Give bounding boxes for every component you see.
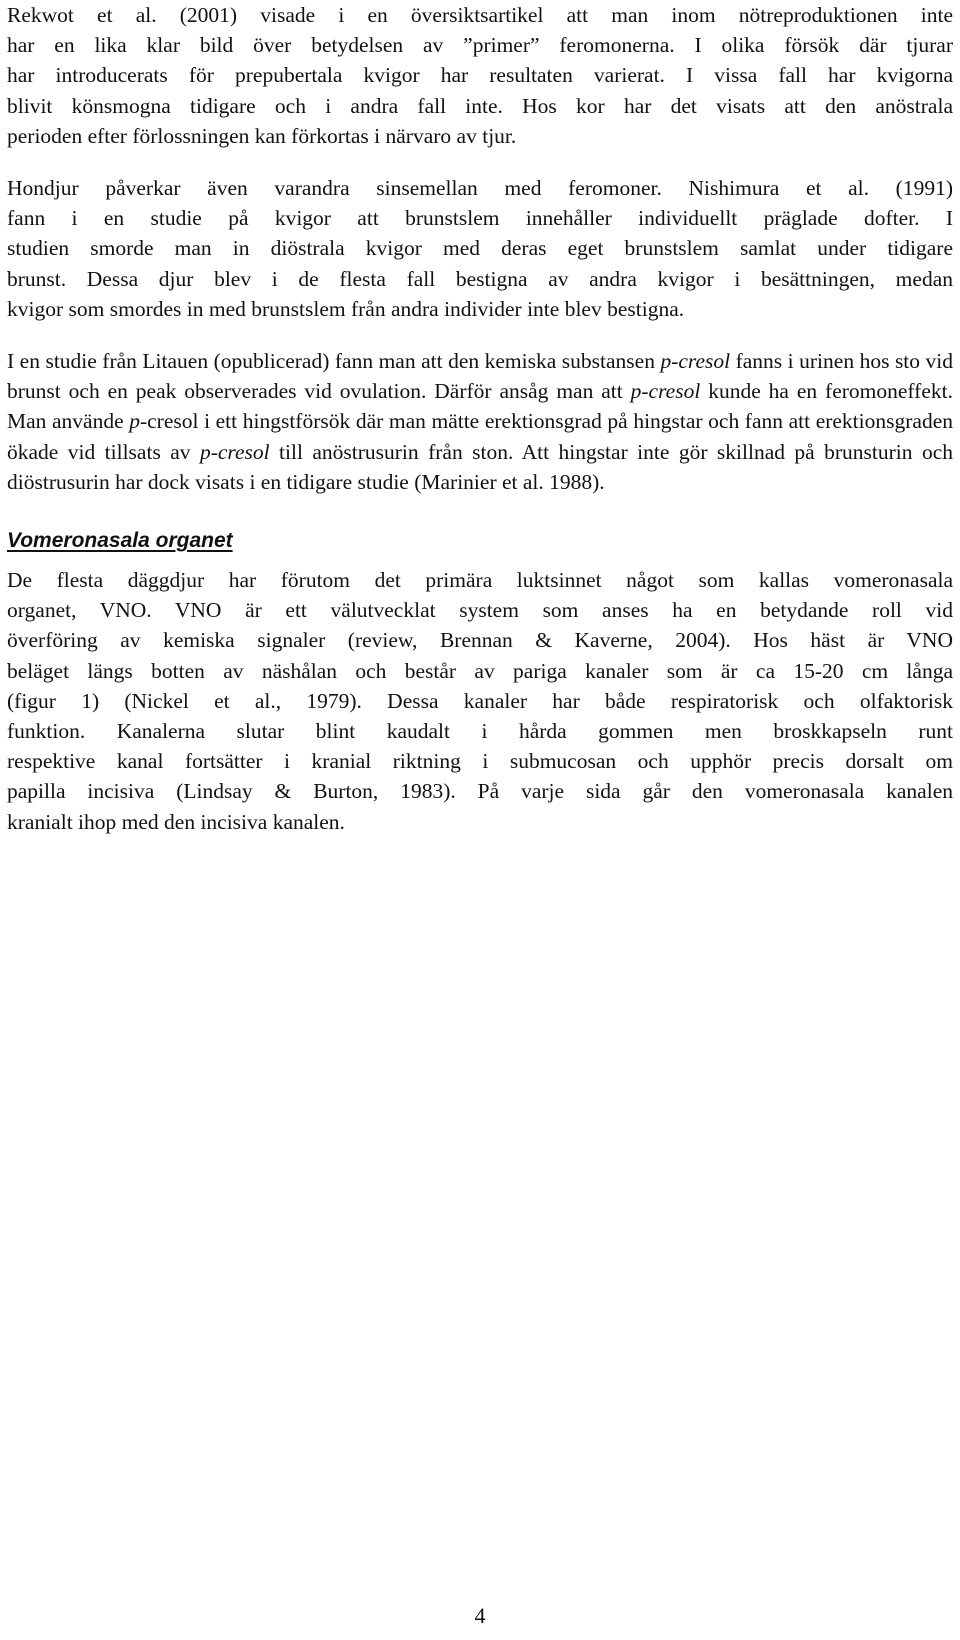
paragraph-rekwot [7,0,953,151]
text-segment: I en studie från Litauen (opublicerad) fann man att den kemiska substansen [7,349,661,374]
text-line: har introducerats för prepubertala kvigor har resultaten varierat. I vissa fall har kvigorna [7,63,953,88]
text-line: brunst. Dessa djur blev i de flesta fall bestigna av andra kvigor i besättningen, medan [7,266,953,291]
text-line: (figur 1) (Nickel et al., 1979). Dessa kanaler har både respiratorisk och olfaktorisk [7,688,953,713]
text-line: Rekwot et al. (2001) visade i en översiktsartikel att man inom nötreproduktionen inte [7,3,953,27]
text-segment: till anöstrusurin från ston. Att hingstar inte gör skillnad på brunsturin och diöstrusurin har dock visats i en tidigare studie (Marinier et al. 1988). [7,439,953,494]
text-line: funktion. Kanalerna slutar blint kaudalt i hårda gommen men broskkapseln runt [7,719,953,744]
text-line: överföring av kemiska signaler (review, Brennan & Kaverne, 2004). Hos häst är VNO [7,628,953,653]
paragraph-nishimura [7,173,953,324]
document-page [7,0,953,837]
chemical-prefix: p [129,409,140,434]
page-number: 4 [474,1603,486,1628]
chemical-name: p-cresol [630,379,701,404]
text-segment: kunde ha en feromoneffekt. Man använde [7,379,953,434]
text-line: har en lika klar bild över betydelsen av ”primer” feromonerna. I olika försök där tjurar [7,33,953,58]
text-line: Hondjur påverkar även varandra sinsemellan med feromoner. Nishimura et al. (1991) [7,176,953,201]
text-line: blivit könsmogna tidigare och i andra fall inte. Hos kor har det visats att den anöstrala [7,93,953,118]
text-line: perioden efter förlossningen kan förkortas i närvaro av tjur. [7,123,517,148]
text-line: studien smorde man in diöstrala kvigor med deras eget brunstslem samlat under tidigare [7,236,953,261]
chemical-name: p-cresol [199,439,270,464]
chemical-name: p-cresol [660,349,731,374]
text-segment: -cresol i ett hingstförsök där man mätte erektionsgrad på hingstar och fann att erektionsgraden ökade vid tillsats av [7,409,953,464]
text-line: De flesta däggdjur har förutom det primära luktsinnet något som kallas vomeronasala [7,568,953,593]
paragraph-litauen [7,346,953,497]
section-heading: Vomeronasala organet [7,529,233,553]
text-line: beläget längs botten av näshålan och består av pariga kanaler som är ca 15-20 cm långa [7,658,953,683]
text-line: fann i en studie på kvigor att brunstslem innehåller individuellt präglade dofter. I [7,206,953,231]
text-line: organet, VNO. VNO är ett välutvecklat system som anses ha en betydande roll vid [7,598,953,623]
text-line: kranialt ihop med den incisiva kanalen. [7,809,345,834]
text-line: papilla incisiva (Lindsay & Burton, 1983). På varje sida går den vomeronasala kanalen [7,779,953,804]
text-line: kvigor som smordes in med brunstslem från andra individer inte blev bestigna. [7,296,685,321]
text-segment: fanns i urinen hos sto vid brunst och en peak observerades vid ovulation. Därför ansåg man att [7,349,954,404]
paragraph-vno [7,565,953,837]
text-line: respektive kanal fortsätter i kranial riktning i submucosan och upphör precis dorsalt om [7,749,953,774]
